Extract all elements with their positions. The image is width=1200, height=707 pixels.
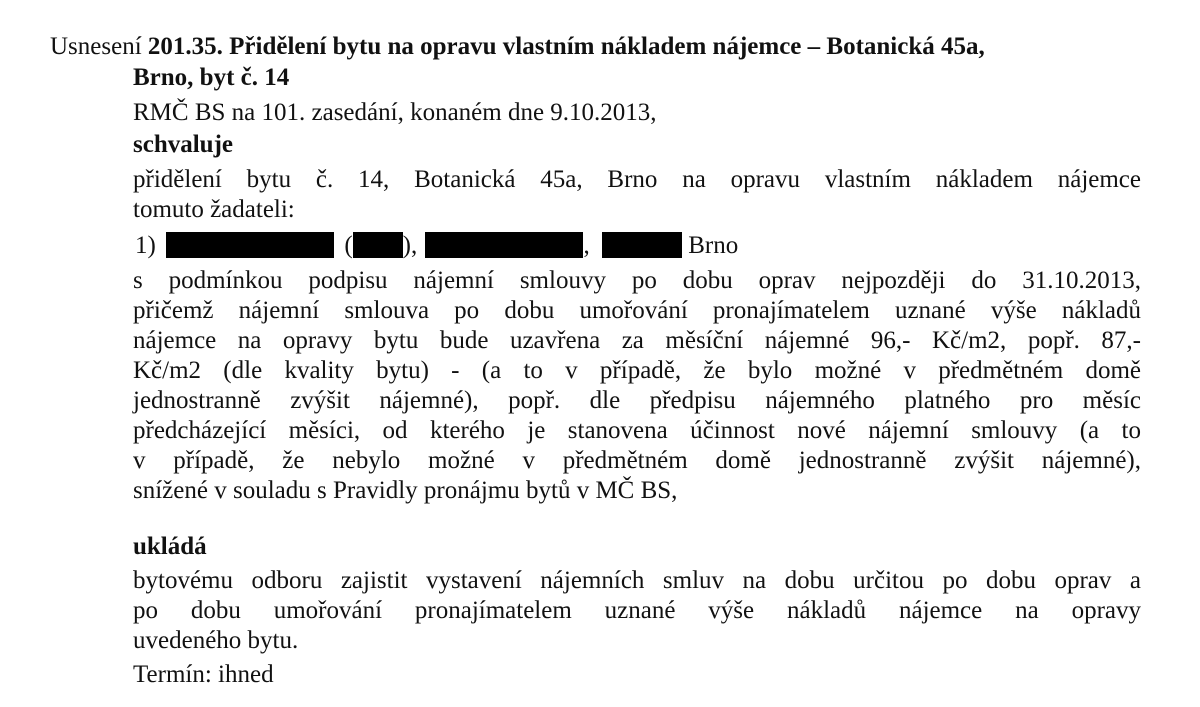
condition-line-5: jednostranně zvýšit nájemné), popř. dle předpisu nájemného platného pro měsíc xyxy=(133,387,1141,414)
applicant-comma: , xyxy=(583,232,590,259)
resolution-title-line-2: Brno, byt č. 14 xyxy=(133,64,290,91)
condition-line-6: předcházející měsíci, od kterého je stanovena účinnost nové nájemní smlouvy (a to xyxy=(133,417,1141,444)
order-line-1: bytovému odboru zajistit vystavení nájemních smluv na dobu určitou po dobu oprav a xyxy=(133,567,1141,594)
resolution-title-line-1 xyxy=(50,32,985,62)
condition-line-4: Kč/m2 (dle kvality bytu) - (a to v případě, že bylo možné v předmětném domě xyxy=(133,357,1141,384)
order-line-2: po dobu umořování pronajímatelem uznané výše nákladů nájemce na opravy xyxy=(133,597,1141,624)
applicant-line xyxy=(135,231,738,261)
deadline: Termín: ihned xyxy=(133,661,274,688)
condition-line-8: snížené v souladu s Pravidly pronájmu bytů v MČ BS, xyxy=(133,477,678,504)
resolution-title: Přidělení bytu na opravu vlastním nákladem nájemce – Botanická 45a, xyxy=(222,33,985,60)
redacted-name xyxy=(166,232,334,258)
meeting-intro: RMČ BS na 101. zasedání, konaném dne 9.10.2013, xyxy=(133,99,657,126)
approves-heading: schvaluje xyxy=(133,131,233,158)
redacted-street xyxy=(425,232,583,258)
condition-line-7: v případě, že nebylo možné v předmětném domě jednostranně zvýšit nájemné), xyxy=(133,447,1141,474)
allocation-line-2: tomuto žadateli: xyxy=(133,196,295,223)
redacted-postcode xyxy=(602,232,682,258)
condition-line-2: přičemž nájemní smlouva po dobu umořování pronajímatelem uznané výše nákladů xyxy=(133,297,1141,324)
condition-line-1: s podmínkou podpisu nájemní smlouvy po dobu oprav nejpozději do 31.10.2013, xyxy=(133,267,1141,294)
applicant-open-paren: ( xyxy=(344,232,353,259)
resolution-prefix: Usnesení xyxy=(50,33,148,60)
allocation-line-1: přidělení bytu č. 14, Botanická 45a, Brno na opravu vlastním nákladem nájemce xyxy=(133,166,1141,193)
applicant-city: Brno xyxy=(688,232,739,259)
applicant-close-paren: ), xyxy=(402,232,418,259)
condition-line-3: nájemce na opravy bytu bude uzavřena za měsíční nájemné 96,- Kč/m2, popř. 87,- xyxy=(133,327,1141,354)
order-line-3: uvedeného bytu. xyxy=(133,627,299,654)
resolution-number: 201.35. xyxy=(147,33,223,60)
orders-heading: ukládá xyxy=(133,533,207,560)
applicant-index: 1) xyxy=(135,232,156,259)
redacted-birthdate xyxy=(353,232,403,258)
